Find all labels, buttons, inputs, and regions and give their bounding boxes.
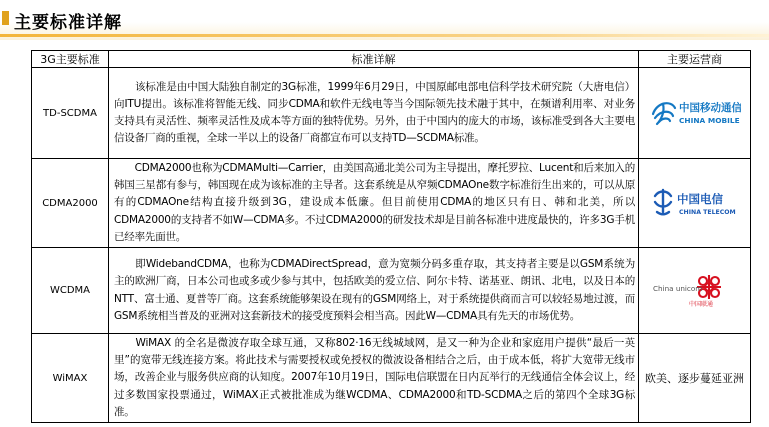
header-operator: 主要运营商 [639,51,751,68]
china-mobile-logo [649,92,741,135]
standard-detail: WiMAX 的全名是微波存取全球互通，又称802·16无线城域网，是又一种为企业和家庭用户提供“最后一英里”的宽带无线连接方案。将此技术与需要授权或免授权的微波设备相结合之后，由于成本低，将扩大宽带无线市场，改善企业与服务供应商的认知度。2007年10月19日，国际电信联盟在日内瓦举行的无线通信全体会议上，经过多数国家投票通过，WiMAX正式被批准成为继WCDMA、CDMA2000和TD-SCDMA之后的第四个全球3G标准。 [109,334,639,423]
standard-detail: CDMA2000也称为CDMAMulti—Carrier，由美国高通北美公司为主导提出，摩托罗拉、Lucent和后来加入的韩国三星都有参与，韩国现在成为该标准的主导者。这套系统是从窄频CDMAOne数字标准衍生出来的，可以从原有的CDMAOne结构直接升级到3G，建设成本低廉。但目前使用CDMA的地区只有日、韩和北美，所以CDMA2000的支持者不如W—CDMA多。不过CDMA2000的研发技术却是目前各标准中进度最快的，许多3G手机已经率先面世。 [109,159,639,248]
operator-cell [639,248,751,334]
standard-name: WCDMA [32,248,109,334]
title-rule [0,34,769,37]
svg-text:China unicom: China unicom [652,284,702,294]
table-row [32,68,751,159]
standard-detail: 即WidebandCDMA，也称为CDMADirectSpread，意为宽频分码多重存取，其支持者主要是以GSM系统为主的欧洲厂商，日本公司也或多或少参与其中，包括欧美的爱立信、阿尔卡特、诺基亚、朗讯、北电，以及日本的NTT、富士通、夏普等厂商。这套系统能够架设在现有的GSM网络上，对于系统提供商而言可以较轻易地过渡，而GSM系统相当普及的亚洲对这套新技术的接受度预料会相当高。因此W—CDMA具有先天的市场优势。 [109,248,639,334]
operator-region: 欧美、逐步蔓延亚洲 [639,334,751,423]
china-telecom-logo [649,182,741,225]
svg-text:中国电信: 中国电信 [676,191,723,206]
standard-name: CDMA2000 [32,159,109,248]
standards-table [31,50,751,423]
operator-cell [639,159,751,248]
operator-cell [639,68,751,159]
china-unicom-logo [649,269,741,312]
page-title: 主要标准详解 [14,13,122,33]
table-row [32,248,751,334]
table-header-row [32,51,751,68]
title-marker [2,11,9,25]
svg-text:中国移动通信: 中国移动通信 [678,101,741,114]
svg-text:CHINA MOBILE: CHINA MOBILE [678,115,740,125]
standard-name: TD-SCDMA [32,68,109,159]
standard-name: WiMAX [32,334,109,423]
table-row [32,159,751,248]
standard-detail: 该标准是由中国大陆独自制定的3G标准，1999年6月29日，中国原邮电部电信科学技术研究院（大唐电信）向ITU提出。该标准将智能无线、同步CDMA和软件无线电等当今国际领先技术融于其中，在频谱利用率、对业务支持具有灵活性、频率灵活性及成本等方面的独特优势。另外，由于中国内的庞大的市场，该标准受到各大主要电信设备厂商的重视，全球一半以上的设备厂商都宣布可以支持TD—SCDMA标准。 [109,68,639,159]
svg-text:中国联通: 中国联通 [688,301,713,309]
table-row [32,334,751,423]
header-detail: 标准详解 [109,51,639,68]
svg-text:CHINA TELECOM: CHINA TELECOM [678,208,736,216]
header-standard: 3G主要标准 [32,51,109,68]
